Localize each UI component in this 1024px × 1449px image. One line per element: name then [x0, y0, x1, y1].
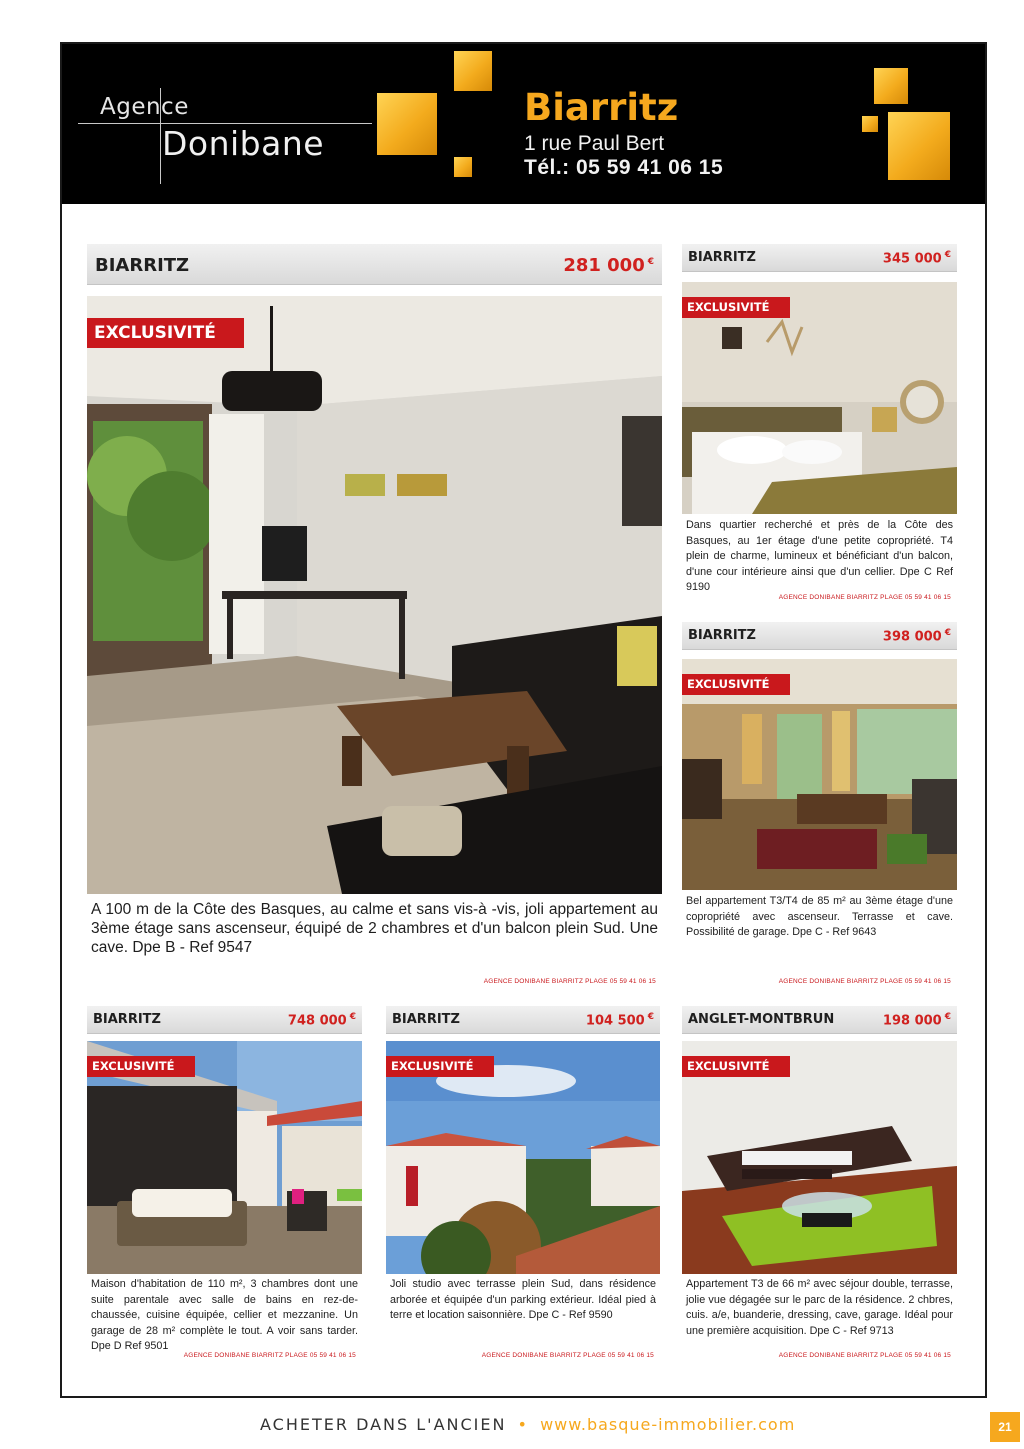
listing-agency-contact: AGENCE DONIBANE BIARRITZ PLAGE 05 59 41 06 15	[778, 594, 951, 601]
agency-city: Biarritz	[524, 86, 679, 129]
listing-price: 345 000 €	[882, 250, 951, 267]
listing-description: Maison d'habitation de 110 m², 3 chambres dont une suite parentale avec salle de bains en rez-de-chaussée, cuisine équipée, cellier et mezzanine. Un garage de 28 m² complète le tout. A voir sans tarder. Dpe D Ref 9501	[91, 1278, 358, 1352]
exclusivity-badge: EXCLUSIVITÉ	[682, 1056, 790, 1077]
listing-title-bar	[87, 1006, 362, 1034]
listing-description: A 100 m de la Côte des Basques, au calme et sans vis-à -vis, joli appartement au 3ème étage sans ascenseur, équipé de 2 chambres et d'un balcon plein Sud. Une cave. Dpe B - Ref 9547	[91, 901, 658, 956]
listing-agency-contact: AGENCE DONIBANE BIARRITZ PLAGE 05 59 41 06 15	[483, 978, 656, 985]
listing-photo-bedroom[interactable]	[682, 282, 957, 514]
listing-city: BIARRITZ	[392, 1012, 460, 1027]
listing-price: 198 000 €	[882, 1012, 951, 1029]
footer-website-link[interactable]: www.basque-immobilier.com	[540, 1415, 796, 1434]
listing-title-bar	[87, 244, 662, 285]
listing-photo-living-room[interactable]	[682, 659, 957, 890]
agency-header	[62, 44, 985, 204]
agency-phone: Tél.: 05 59 41 06 15	[524, 156, 724, 179]
listing-description: Bel appartement T3/T4 de 85 m² au 3ème étage d'une copropriété avec ascenseur. Terrasse et cave. Possibilité de garage. Dpe C - Ref 9643	[686, 895, 953, 938]
page-number: 21	[990, 1412, 1020, 1442]
listing-card[interactable]	[386, 1006, 660, 1366]
listing-title-bar	[386, 1006, 660, 1034]
listing-photo-terrace[interactable]	[87, 1041, 362, 1274]
listing-description: Appartement T3 de 66 m² avec séjour double, terrasse, jolie vue dégagée sur le parc de la résidence. 2 chbres, cuis. a/e, buanderie, dressing, cave, garage. Idéal pour une première acquisition. Dpe C - Ref 9713	[686, 1278, 953, 1337]
listing-title-bar	[682, 622, 957, 650]
listing-city: BIARRITZ	[688, 628, 756, 643]
exclusivity-badge: EXCLUSIVITÉ	[87, 318, 244, 348]
exclusivity-badge: EXCLUSIVITÉ	[87, 1056, 195, 1077]
listing-photo-living-room[interactable]	[87, 296, 662, 894]
listing-price: 748 000 €	[287, 1012, 356, 1029]
listing-title-bar	[682, 1006, 957, 1034]
logo-square-right-large	[888, 112, 950, 180]
listing-city: ANGLET-MONTBRUN	[688, 1012, 835, 1027]
listing-price: 104 500 €	[585, 1012, 654, 1029]
listing-photo-residence-view[interactable]	[386, 1041, 660, 1274]
listing-card[interactable]	[682, 244, 957, 604]
listing-card[interactable]	[682, 1006, 957, 1366]
logo-square-top	[454, 51, 492, 91]
listing-city: BIARRITZ	[93, 1012, 161, 1027]
logo-square-right-small	[862, 116, 878, 132]
listing-card[interactable]	[87, 1006, 362, 1366]
listing-agency-contact: AGENCE DONIBANE BIARRITZ PLAGE 05 59 41 06 15	[183, 1352, 356, 1359]
footer-title: ACHETER DANS L'ANCIEN	[260, 1415, 507, 1434]
logo-donibane-text: Donibane	[162, 124, 325, 163]
footer-tagline	[260, 1415, 795, 1434]
logo-agence-text: Agence	[100, 94, 189, 120]
listing-card[interactable]	[87, 244, 662, 988]
listing-description: Dans quartier recherché et près de la Côte des Basques, au 1er étage d'une petite copropriété. T4 plein de charme, lumineux et bénéficiant d'un balcon, d'une cour intérieure ainsi que d'un cellier. Dpe C Ref 9190	[686, 519, 953, 593]
listing-photo-lounge[interactable]	[682, 1041, 957, 1274]
exclusivity-badge: EXCLUSIVITÉ	[682, 674, 790, 695]
listing-city: BIARRITZ	[95, 255, 190, 276]
logo-square-small	[454, 157, 472, 177]
listing-agency-contact: AGENCE DONIBANE BIARRITZ PLAGE 05 59 41 06 15	[481, 1352, 654, 1359]
logo-square-right-top	[874, 68, 908, 104]
listing-title-bar	[682, 244, 957, 272]
listing-city: BIARRITZ	[688, 250, 756, 265]
footer-separator: •	[517, 1415, 529, 1434]
exclusivity-badge: EXCLUSIVITÉ	[386, 1056, 494, 1077]
listing-description: Joli studio avec terrasse plein Sud, dans résidence arborée et équipée d'un parking extérieur. Idéal pied à terre et location saisonnière. Dpe C - Ref 9590	[390, 1278, 656, 1321]
listing-price: 281 000 €	[563, 255, 654, 276]
logo-square-large	[377, 93, 437, 155]
agency-address: 1 rue Paul Bert	[524, 132, 665, 155]
listing-agency-contact: AGENCE DONIBANE BIARRITZ PLAGE 05 59 41 06 15	[778, 1352, 951, 1359]
listing-agency-contact: AGENCE DONIBANE BIARRITZ PLAGE 05 59 41 06 15	[778, 978, 951, 985]
exclusivity-badge: EXCLUSIVITÉ	[682, 297, 790, 318]
listing-card[interactable]	[682, 622, 957, 988]
listing-price: 398 000 €	[882, 628, 951, 645]
